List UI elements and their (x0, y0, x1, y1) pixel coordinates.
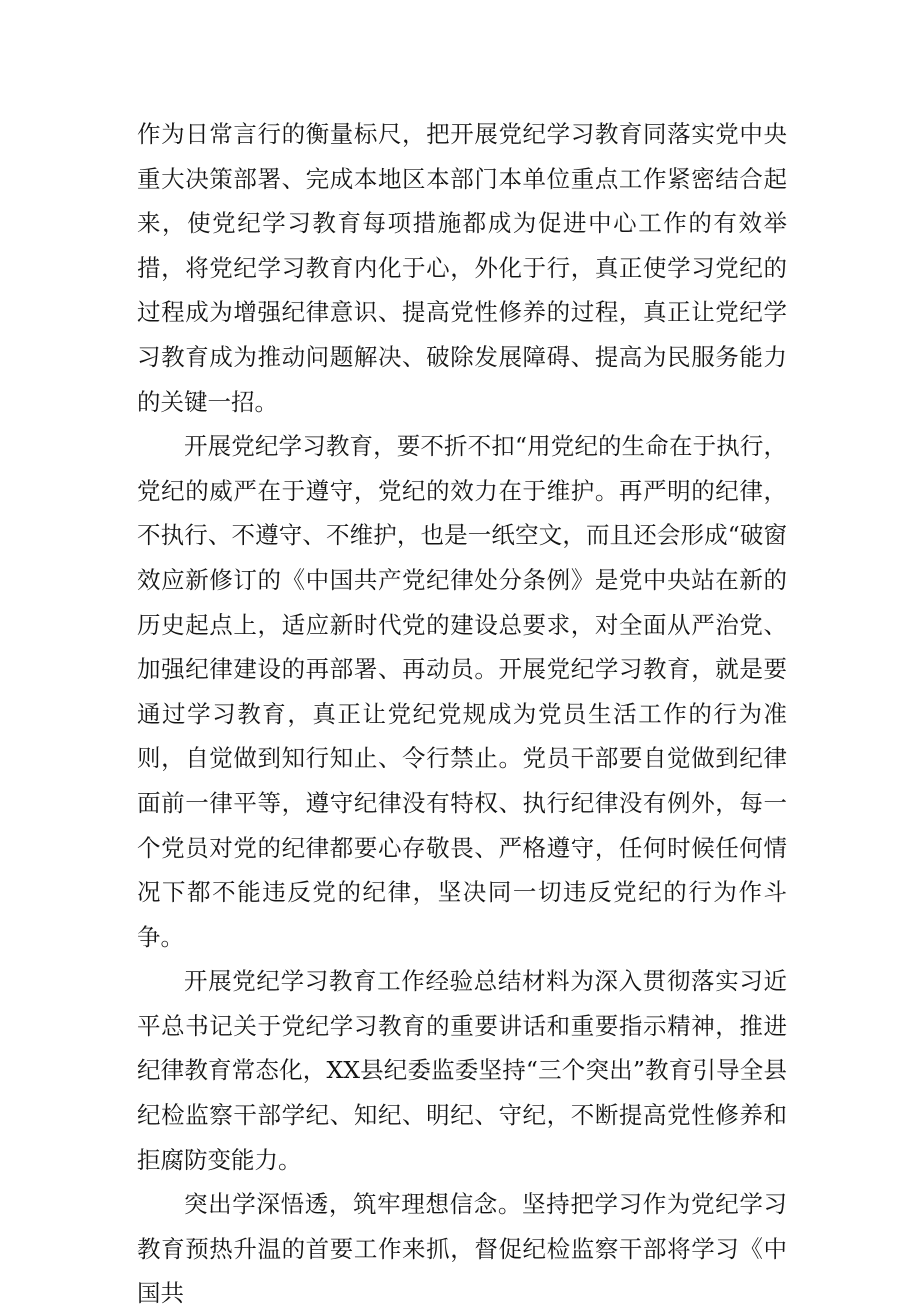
paragraph-experience-summary: 开展党纪学习教育工作经验总结材料为深入贯彻落实习近平总书记关于党纪学习教育的重要讲话和重要指示精神，推进纪律教育常态化，XX县纪委监委坚持“三个突出”教育引导全县纪检监察干部学纪、知纪、明纪、守纪，不断提高党性修养和拒腐防变能力。 (137, 967, 787, 1174)
paragraph-continuation: 作为日常言行的衡量标尺，把开展党纪学习教育同落实党中央重大决策部署、完成本地区本部门本单位重点工作紧密结合起来，使党纪学习教育每项措施都成为促进中心工作的有效举措，将党纪学习教育内化于心，外化于行，真正使学习党纪的过程成为增强纪律意识、提高党性修养的过程，真正让党纪学习教育成为推动问题解决、破除发展障碍、提高为民服务能力的关键一招。 (137, 120, 787, 416)
paragraph-party-discipline-execution: 开展党纪学习教育，要不折不扣“用党纪的生命在于执行，党纪的威严在于遵守，党纪的效力在于维护。再严明的纪律，不执行、不遵守、不维护，也是一纸空文，而且还会形成“破窗效应新修订的《中国共产党纪律处分条例》是党中央站在新的历史起点上，适应新时代党的建设总要求，对全面从严治党、加强纪律建设的再部署、再动员。开展党纪学习教育，就是要通过学习教育，真正让党纪党规成为党员生活工作的行为准则，自觉做到知行知止、令行禁止。党员干部要自觉做到纪律面前一律平等，遵守纪律没有特权、执行纪律没有例外，每一个党员对党的纪律都要心存敬畏、严格遵守，任何时候任何情况下都不能违反党的纪律，坚决同一切违反党纪的行为作斗争。 (137, 432, 787, 951)
document-body (137, 112, 787, 1316)
paragraph-deep-study: 突出学深悟透，筑牢理想信念。坚持把学习作为党纪学习教育预热升温的首要工作来抓，督促纪检监察干部将学习《中国共 (137, 1190, 787, 1308)
